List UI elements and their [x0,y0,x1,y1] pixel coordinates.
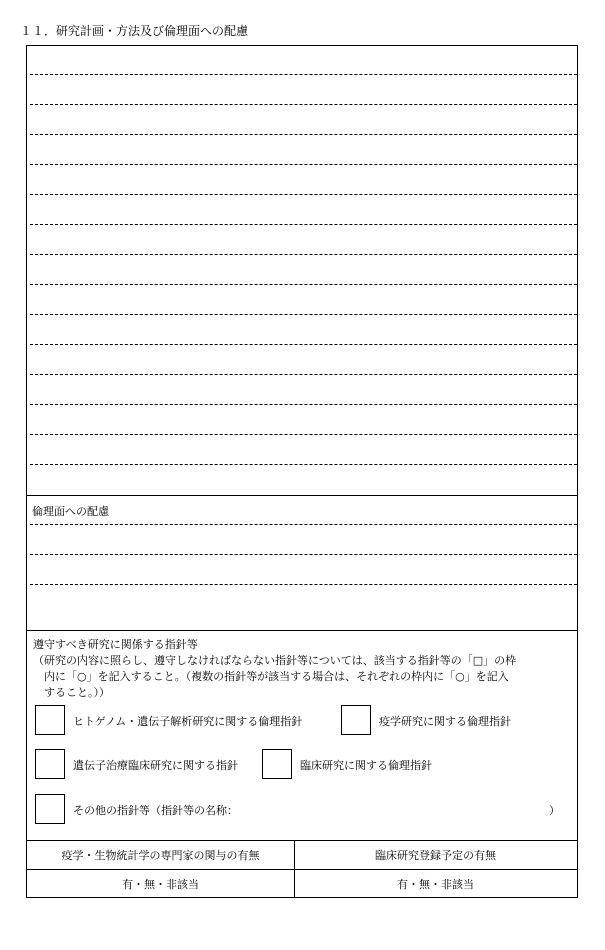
research-plan-area[interactable] [27,46,577,495]
clinical-guideline-checkbox[interactable] [262,749,292,779]
epidemiology-guideline-checkbox[interactable] [341,705,371,735]
gene-therapy-guideline-checkbox[interactable] [35,749,65,779]
guidelines-area [27,630,577,840]
writing-line [30,74,577,75]
section-title: １１．研究計画・方法及び倫理面への配慮 [20,24,249,38]
clinical-registration-header: 臨床研究登録予定の有無 [375,848,496,862]
writing-line [30,374,577,375]
table-column-divider [294,840,295,898]
other-guideline-checkbox[interactable] [35,794,65,824]
writing-line [30,164,577,165]
form-frame [26,45,578,898]
writing-line [30,344,577,345]
writing-line [30,194,577,195]
writing-line [30,524,577,525]
guidelines-heading: 遵守すべき研究に関係する指針等 [33,638,198,651]
other-guideline-label: その他の指針等（指針等の名称： [73,804,238,817]
ethics-area[interactable] [27,495,577,630]
expert-involvement-options[interactable]: 有・無・非該当 [122,877,199,891]
clinical-registration-options[interactable]: 有・無・非該当 [397,877,474,891]
genome-guideline-checkbox[interactable] [35,705,65,735]
guidelines-instruction-line: すること。）） [33,686,110,699]
other-guideline-close-paren: ） [549,804,560,817]
writing-line [30,584,577,585]
clinical-guideline-label: 臨床研究に関する倫理指針 [300,759,432,772]
gene-therapy-guideline-label: 遺伝子治療臨床研究に関する指針 [73,759,238,772]
writing-line [30,134,577,135]
writing-line [30,314,577,315]
writing-line [30,404,577,405]
writing-line [30,104,577,105]
writing-line [30,554,577,555]
expert-involvement-header: 疫学・生物統計学の専門家の関与の有無 [61,848,260,862]
writing-line [30,224,577,225]
writing-line [30,254,577,255]
writing-line [30,434,577,435]
guidelines-instruction-line: 内に「○」を記入すること。（複数の指針等が該当する場合は、それぞれの枠内に「○」を記入 [33,670,509,683]
epidemiology-guideline-label: 疫学研究に関する倫理指針 [379,715,511,728]
writing-line [30,464,577,465]
ethics-label: 倫理面への配慮 [32,505,109,518]
guidelines-instruction-line: （研究の内容に照らし、遵守しなければならない指針等については、該当する指針等の「□」の枠 [33,654,517,667]
bottom-table [27,840,577,898]
genome-guideline-label: ヒトゲノム・遺伝子解析研究に関する倫理指針 [73,715,303,728]
writing-line [30,284,577,285]
